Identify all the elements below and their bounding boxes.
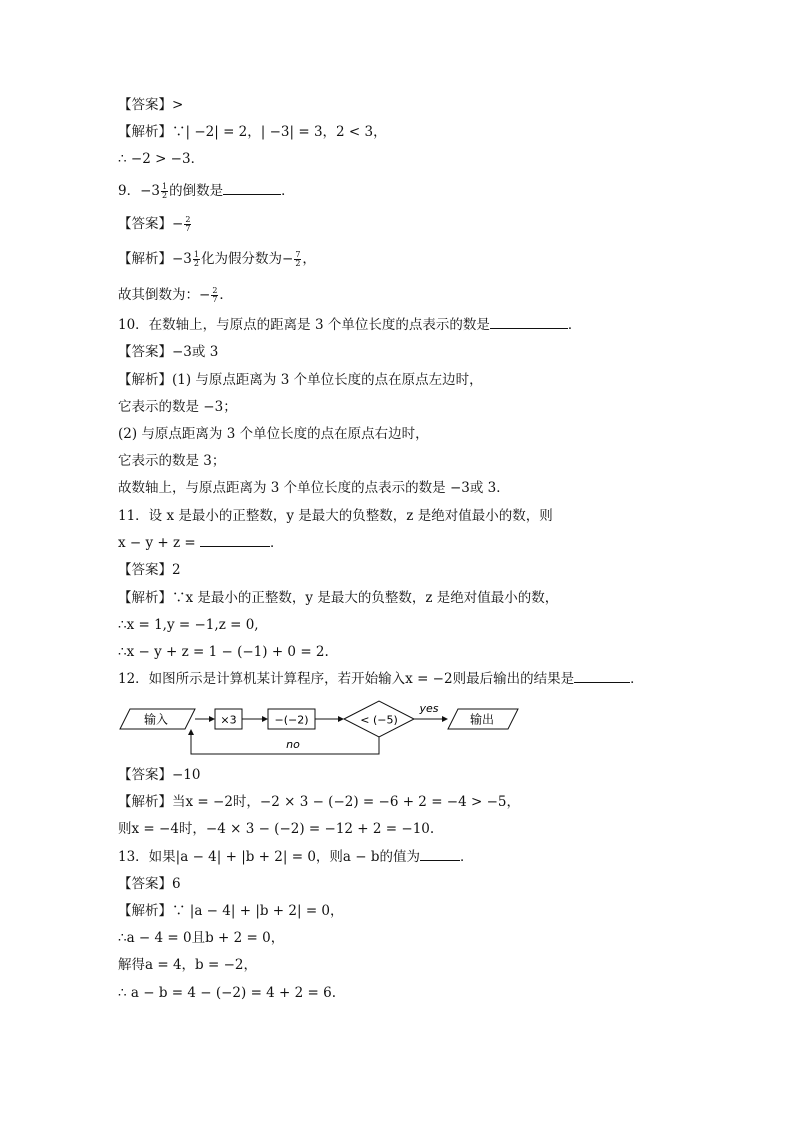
analysis-line: 【解析】∵| −2| = 2，| −3| = 3，2 < 3， (118, 124, 387, 140)
fraction: $\frac{1}{2}$ (193, 250, 199, 268)
answer-10: 【答案】−3或 3 (118, 344, 219, 360)
flowchart-condition-label: < (−5) (360, 713, 398, 727)
answer-11: 【答案】2 (118, 562, 181, 578)
analysis-11: ∴x − y + z = 1 − (−1) + 0 = 2. (118, 644, 329, 660)
analysis-11: 【解析】∵x 是最小的正整数，y 是最大的负整数，z 是绝对值最小的数， (118, 590, 559, 606)
flowchart-multiply-label: ×3 (220, 713, 237, 727)
fraction: $\frac{2}{7}$ (185, 215, 191, 233)
flowchart-loop-line (191, 735, 379, 754)
question-11: 11．设 x 是最小的正整数，y 是最大的负整数，z 是绝对值最小的数，则 (118, 508, 553, 524)
answer-blank (223, 182, 281, 195)
analysis-10: 【解析】(1) 与原点距离为 3 个单位长度的点在原点左边时， (118, 372, 483, 388)
analysis-13: 解得a = 4，b = −2， (118, 957, 257, 973)
answer-blank (574, 670, 630, 683)
flowchart (118, 700, 528, 760)
analysis-10: 它表示的数是 −3； (118, 399, 237, 415)
flowchart-yes-label: yes (419, 702, 439, 715)
analysis-9: 【解析】−3 $\frac{1}{2}$ 化为假分数为− $\frac{7}{2}$ ， (118, 250, 316, 268)
fraction: $\frac{7}{2}$ (295, 250, 301, 268)
analysis-10: 它表示的数是 3； (118, 453, 226, 469)
analysis-10: 故数轴上，与原点距离为 3 个单位长度的点表示的数是 −3或 3． (118, 480, 510, 496)
question-11: x − y + z = ． (118, 535, 284, 551)
analysis-9b: 故其倒数为：− $\frac{2}{7}$ ． (118, 286, 233, 304)
fraction: $\frac{2}{7}$ (212, 286, 218, 304)
question-10: 10．在数轴上，与原点的距离是 3 个单位长度的点表示的数是 ． (118, 317, 582, 333)
flowchart-subtract-label: −(−2) (274, 713, 309, 727)
analysis-12: 【解析】当x = −2时，−2 × 3 − (−2) = −6 + 2 = −4 > −5， (118, 794, 520, 810)
flowchart-input-label: 输入 (143, 712, 169, 727)
analysis-10: (2) 与原点距离为 3 个单位长度的点在原点右边时， (118, 426, 429, 442)
fraction: $\frac{1}{2}$ (162, 182, 168, 200)
answer-9: 【答案】− $\frac{2}{7}$ (118, 215, 191, 233)
question-9: 9．−3 $\frac{1}{2}$ 的倒数是 ． (118, 182, 295, 200)
answer-blank (420, 848, 460, 861)
analysis-12: 则x = −4时，−4 × 3 − (−2) = −12 + 2 = −10. (118, 821, 435, 837)
analysis-line: ∴ −2 > −3． (118, 151, 205, 167)
answer-12: 【答案】−10 (118, 767, 201, 783)
answer-blank (490, 316, 568, 329)
question-13: 13．如果|a − 4| + |b + 2| = 0，则a − b的值为 ． (118, 849, 474, 865)
analysis-11: ∴x = 1,y = −1,z = 0, (118, 617, 259, 633)
flowchart-output-label: 输出 (469, 712, 495, 727)
analysis-13: ∴a − 4 = 0且b + 2 = 0， (118, 930, 285, 946)
flowchart-no-label: no (286, 738, 300, 751)
answer-13: 【答案】6 (118, 876, 181, 892)
analysis-13: ∴ a − b = 4 − (−2) = 4 + 2 = 6. (118, 985, 337, 1001)
answer-blank (200, 534, 270, 547)
answer-line: 【答案】> (118, 97, 184, 113)
analysis-13: 【解析】∵ |a − 4| + |b + 2| = 0， (118, 903, 344, 919)
question-12: 12．如图所示是计算机某计算程序，若开始输入x = −2则最后输出的结果是 ． (118, 671, 644, 687)
